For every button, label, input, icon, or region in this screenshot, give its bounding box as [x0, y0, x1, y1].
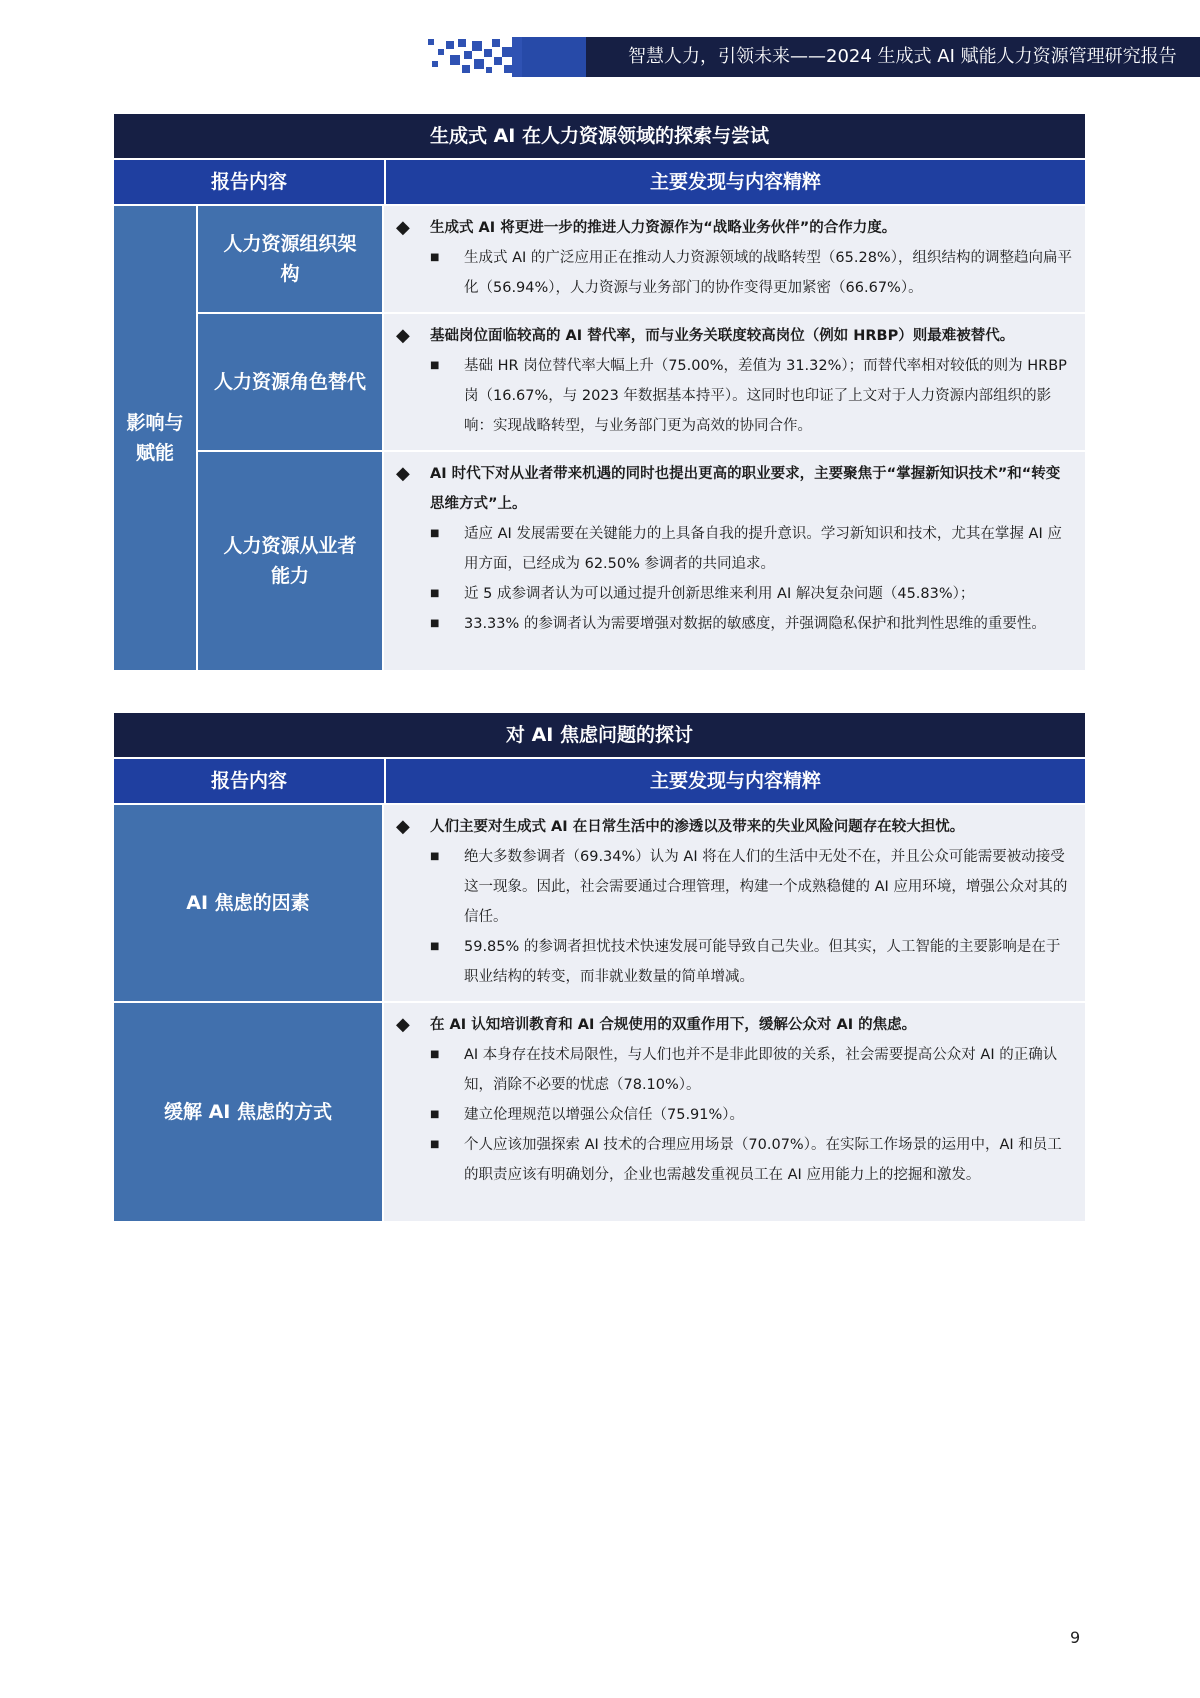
- main-point-text: 基础岗位面临较高的 AI 替代率，而与业务关联度较高岗位（例如 HRBP）则最难被替代。: [430, 328, 1015, 344]
- row-category-text: 人力资源组织架构: [223, 233, 357, 285]
- table-row: [114, 1003, 1085, 1221]
- diamond-bullet-icon: ◆: [396, 463, 410, 484]
- table-header-row: [114, 160, 1085, 206]
- row-category: [198, 314, 384, 450]
- row-category: [198, 452, 384, 670]
- diamond-bullet-icon: ◆: [396, 816, 410, 837]
- diamond-bullet-icon: ◆: [396, 325, 410, 346]
- column-header-key-findings: 主要发现与内容精粹: [386, 160, 1085, 204]
- main-point: [396, 321, 1073, 351]
- table-row: [114, 805, 1085, 1003]
- main-point-text: AI 时代下对从业者带来机遇的同时也提出更高的职业要求，主要聚焦于“掌握新知识技术”和“转变思维方式”上。: [430, 466, 1061, 512]
- sub-point-text: 33.33% 的参调者认为需要增强对数据的敏感度，并强调隐私保护和批判性思维的重要性。: [464, 616, 1046, 632]
- table-row: [198, 314, 1085, 452]
- row-category-text: 人力资源角色替代: [213, 371, 366, 393]
- diamond-bullet-icon: ◆: [396, 217, 410, 238]
- main-point-text: 生成式 AI 将更进一步的推进人力资源作为“战略业务伙伴”的合作力度。: [430, 220, 897, 236]
- square-bullet-icon: ■: [430, 1139, 440, 1150]
- column-header-report-content: 报告内容: [114, 160, 386, 204]
- table-body: [114, 206, 1085, 670]
- row-category: [198, 206, 384, 312]
- table-header-row: [114, 759, 1085, 805]
- square-bullet-icon: ■: [430, 360, 440, 371]
- sub-point-text: 基础 HR 岗位替代率大幅上升（75.00%，差值为 31.32%）；而替代率相对较低的则为 HRBP 岗（16.67%，与 2023 年数据基本持平）。这同时也印证了上文对于人力资源内部组织的影响：实现战略转型，与业务部门更为高效的协同合作。: [464, 358, 1067, 434]
- column-header-report-content: 报告内容: [114, 759, 386, 803]
- sub-point: [396, 609, 1073, 639]
- sub-point-text: 59.85% 的参调者担忧技术快速发展可能导致自己失业。但其实，人工智能的主要影响是在于职业结构的转变，而非就业数量的简单增减。: [464, 939, 1061, 985]
- main-point-text: 人们主要对生成式 AI 在日常生活中的渗透以及带来的失业风险问题存在较大担忧。: [430, 819, 965, 835]
- square-bullet-icon: ■: [430, 941, 440, 952]
- main-point-text: 在 AI 认知培训教育和 AI 合规使用的双重作用下，缓解公众对 AI 的焦虑。: [430, 1017, 917, 1033]
- square-bullet-icon: ■: [430, 851, 440, 862]
- sub-point: [396, 351, 1073, 441]
- page-number: 9: [1070, 1628, 1081, 1647]
- table-hr-exploration: [114, 114, 1085, 670]
- row-category: [114, 805, 384, 1001]
- row-category: [114, 1003, 384, 1221]
- main-point: [396, 1010, 1073, 1040]
- row-category-text: 人力资源从业者能力: [223, 535, 357, 587]
- header-title: 智慧人力，引领未来——2024 生成式 AI 赋能人力资源管理研究报告: [628, 46, 1177, 67]
- sub-point: [396, 932, 1073, 992]
- row-content: [384, 314, 1085, 450]
- sub-point-text: 建立伦理规范以增强公众信任（75.91%）。: [464, 1107, 745, 1123]
- row-content: [384, 805, 1085, 1001]
- row-category-text: AI 焦虑的因素: [186, 892, 310, 914]
- sub-point: [396, 1100, 1073, 1130]
- sub-point-text: 近 5 成参调者认为可以通过提升创新思维来利用 AI 解决复杂问题（45.83%）；: [464, 586, 975, 602]
- group-label-impact: [114, 206, 198, 670]
- table-body: [114, 805, 1085, 1221]
- square-bullet-icon: ■: [430, 528, 440, 539]
- sub-point-text: 适应 AI 发展需要在关键能力的上具备自我的提升意识。学习新知识和技术，尤其在掌握 AI 应用方面，已经成为 62.50% 参调者的共同追求。: [464, 526, 1062, 572]
- square-bullet-icon: ■: [430, 618, 440, 629]
- sub-point-text: AI 本身存在技术局限性，与人们也并不是非此即彼的关系，社会需要提高公众对 AI 的正确认知，消除不必要的忧虑（78.10%）。: [464, 1047, 1058, 1093]
- table-title: 对 AI 焦虑问题的探讨: [114, 713, 1085, 759]
- square-bullet-icon: ■: [430, 1109, 440, 1120]
- sub-point: [396, 519, 1073, 579]
- sub-point-text: 生成式 AI 的广泛应用正在推动人力资源领域的战略转型（65.28%），组织结构的调整趋向扁平化（56.94%），人力资源与业务部门的协作变得更加紧密（66.67%）。: [464, 250, 1072, 296]
- table-row: [198, 206, 1085, 314]
- table-title: 生成式 AI 在人力资源领域的探索与尝试: [114, 114, 1085, 160]
- sub-point: [396, 1130, 1073, 1190]
- group-label-text: 影响与赋能: [126, 412, 184, 464]
- sub-point: [396, 842, 1073, 932]
- sub-point: [396, 579, 1073, 609]
- square-bullet-icon: ■: [430, 1049, 440, 1060]
- row-content: [384, 1003, 1085, 1221]
- square-bullet-icon: ■: [430, 252, 440, 263]
- row-category-text: 缓解 AI 焦虑的方式: [163, 1101, 332, 1123]
- column-header-key-findings: 主要发现与内容精粹: [386, 759, 1085, 803]
- sub-point-text: 个人应该加强探索 AI 技术的合理应用场景（70.07%）。在实际工作场景的运用中，AI 和员工的职责应该有明确划分，企业也需越发重视员工在 AI 应用能力上的挖掘和激发。: [464, 1137, 1062, 1183]
- row-content: [384, 452, 1085, 670]
- main-point: [396, 459, 1073, 519]
- header-pixel-pattern: [428, 37, 524, 77]
- main-point: [396, 812, 1073, 842]
- sub-point: [396, 1040, 1073, 1100]
- sub-point: [396, 243, 1073, 303]
- main-point: [396, 213, 1073, 243]
- table-ai-anxiety: [114, 713, 1085, 1221]
- table-row: [198, 452, 1085, 670]
- sub-point-text: 绝大多数参调者（69.34%）认为 AI 将在人们的生活中无处不在，并且公众可能需要被动接受这一现象。因此，社会需要通过合理管理，构建一个成熟稳健的 AI 应用环境，增强公众对其的信任。: [464, 849, 1068, 925]
- header-accent-block: [522, 37, 586, 77]
- row-content: [384, 206, 1085, 312]
- diamond-bullet-icon: ◆: [396, 1014, 410, 1035]
- square-bullet-icon: ■: [430, 588, 440, 599]
